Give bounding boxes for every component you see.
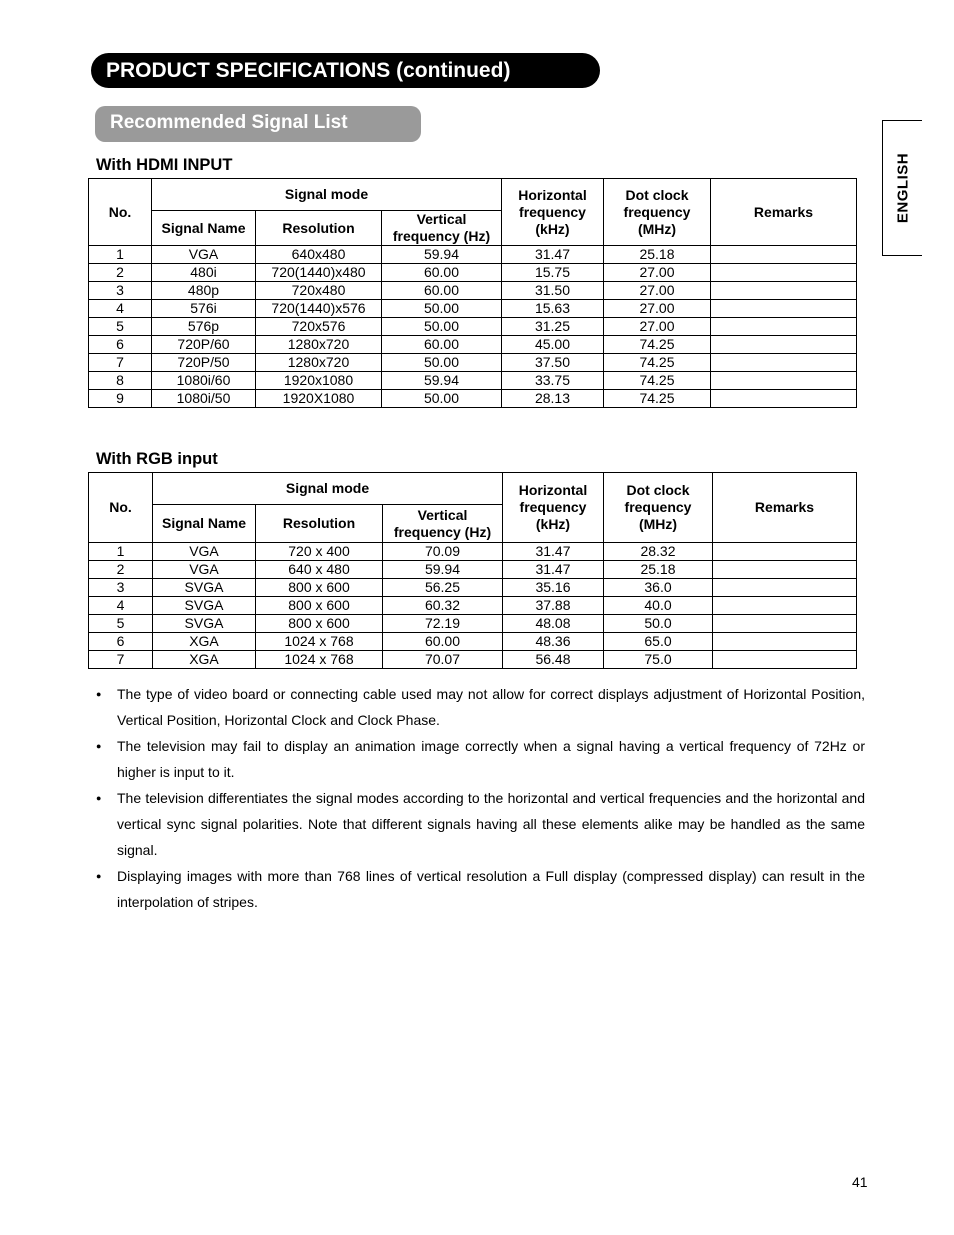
table-cell: VGA [153,561,256,579]
table-cell: 50.00 [382,390,502,408]
table-cell: 25.18 [604,561,713,579]
table-cell: 1280x720 [256,354,382,372]
table-cell: 48.36 [503,633,604,651]
table-row [89,615,857,633]
rgb-signal-table [88,472,857,669]
table-row [89,264,857,282]
table-cell: 1080i/50 [152,390,256,408]
table-cell: 70.09 [383,543,503,561]
table-cell: 65.0 [604,633,713,651]
table-cell: 25.18 [604,246,711,264]
table-cell: 37.88 [503,597,604,615]
table-cell: 15.75 [502,264,604,282]
table-row [89,543,857,561]
table-cell: SVGA [153,615,256,633]
table-cell [713,597,857,615]
table-cell [713,633,857,651]
table-cell: 8 [89,372,152,390]
table-cell: 5 [89,615,153,633]
table-cell: 640 x 480 [256,561,383,579]
table-cell: 27.00 [604,300,711,318]
table-row [89,300,857,318]
table-cell: VGA [153,543,256,561]
table-cell [711,318,857,336]
table-cell: 74.25 [604,372,711,390]
table-cell: 576i [152,300,256,318]
col-horizontal-frequency: Horizontal frequency (kHz) [503,473,604,543]
table-cell: 7 [89,651,153,669]
table-cell: 720P/60 [152,336,256,354]
table-row [89,372,857,390]
table-cell: 48.08 [503,615,604,633]
table-cell: 27.00 [604,282,711,300]
table-cell: 36.0 [604,579,713,597]
hdmi-heading: With HDMI INPUT [96,156,233,174]
table-cell [711,336,857,354]
table-cell: 74.25 [604,354,711,372]
table-cell: 28.32 [604,543,713,561]
table-cell [713,615,857,633]
table-cell: 28.13 [502,390,604,408]
table-cell: 31.47 [503,561,604,579]
col-vertical-frequency: Vertical frequency (Hz) [382,211,502,246]
col-resolution: Resolution [256,211,382,246]
table-cell: 40.0 [604,597,713,615]
table-cell [711,282,857,300]
table-row [89,390,857,408]
table-row [89,336,857,354]
table-cell: 70.07 [383,651,503,669]
table-cell: 37.50 [502,354,604,372]
table-cell: 576p [152,318,256,336]
table-cell [713,579,857,597]
table-row [89,651,857,669]
table-cell: SVGA [153,597,256,615]
col-dot-clock: Dot clock frequency (MHz) [604,473,713,543]
table-row [89,561,857,579]
table-cell: VGA [152,246,256,264]
table-cell: 15.63 [502,300,604,318]
col-remarks: Remarks [713,473,857,543]
table-cell: 31.50 [502,282,604,300]
table-cell: 720x480 [256,282,382,300]
table-cell: 1920x1080 [256,372,382,390]
rgb-heading: With RGB input [96,450,218,468]
table-cell: 74.25 [604,336,711,354]
table-cell: 720(1440)x576 [256,300,382,318]
table-cell: 31.47 [503,543,604,561]
table-cell: 75.0 [604,651,713,669]
table-cell: 1080i/60 [152,372,256,390]
table-cell: 2 [89,561,153,579]
table-cell: 800 x 600 [256,597,383,615]
language-tab [882,120,922,256]
col-dot-clock: Dot clock frequency (MHz) [604,179,711,246]
section-subtitle: Recommended Signal List [95,106,421,142]
col-remarks: Remarks [711,179,857,246]
col-signal-name: Signal Name [153,505,256,543]
hdmi-rows [89,246,857,408]
table-cell: 6 [89,633,153,651]
table-cell: 800 x 600 [256,579,383,597]
table-cell: 60.00 [382,264,502,282]
table-cell: 72.19 [383,615,503,633]
table-cell: 59.94 [383,561,503,579]
table-cell: 33.75 [502,372,604,390]
table-cell: 9 [89,390,152,408]
col-horizontal-frequency: Horizontal frequency (kHz) [502,179,604,246]
table-cell: 74.25 [604,390,711,408]
table-cell: 60.00 [382,282,502,300]
table-cell: 720x576 [256,318,382,336]
rgb-rows [89,543,857,669]
col-signal-name: Signal Name [152,211,256,246]
col-signal-mode: Signal mode [152,179,502,211]
table-cell: 56.48 [503,651,604,669]
table-cell: 50.00 [382,300,502,318]
table-cell: 4 [89,597,153,615]
col-vertical-frequency: Vertical frequency (Hz) [383,505,503,543]
table-row [89,318,857,336]
table-cell [711,372,857,390]
table-row [89,354,857,372]
table-cell: 3 [89,579,153,597]
note-item: ● Displaying images with more than 768 lines of vertical resolution a Full display (compressed display) can result in the interpolation of stripes. [96,863,865,915]
table-cell: 59.94 [382,246,502,264]
table-cell [711,354,857,372]
table-row [89,282,857,300]
table-cell: 1024 x 768 [256,633,383,651]
table-cell: 59.94 [382,372,502,390]
page-title: PRODUCT SPECIFICATIONS (continued) [91,53,600,88]
table-row [89,579,857,597]
page-number: 41 [852,1174,868,1190]
hdmi-signal-table [88,178,857,408]
col-resolution: Resolution [256,505,383,543]
table-cell: XGA [153,633,256,651]
table-cell: 640x480 [256,246,382,264]
table-cell: 1 [89,246,152,264]
table-cell: 4 [89,300,152,318]
table-cell: 480i [152,264,256,282]
table-cell: 6 [89,336,152,354]
language-tab-label: ENGLISH [894,152,911,224]
table-cell: SVGA [153,579,256,597]
table-cell: 35.16 [503,579,604,597]
table-cell [713,561,857,579]
notes-list [96,681,865,915]
table-cell: 7 [89,354,152,372]
table-cell: 1024 x 768 [256,651,383,669]
col-signal-mode: Signal mode [153,473,503,505]
table-cell: 60.00 [383,633,503,651]
table-cell: 2 [89,264,152,282]
table-cell: 27.00 [604,318,711,336]
table-row [89,597,857,615]
table-row [89,246,857,264]
note-item: ● The type of video board or connecting cable used may not allow for correct displays adjustment of Horizontal Position, Vertical Position, Horizontal Clock and Clock Phase. [96,681,865,733]
col-no: No. [89,179,152,246]
table-cell: 31.25 [502,318,604,336]
table-cell: 27.00 [604,264,711,282]
table-cell: 3 [89,282,152,300]
table-cell: 60.32 [383,597,503,615]
table-cell: 31.47 [502,246,604,264]
table-cell: 5 [89,318,152,336]
table-cell [711,246,857,264]
table-cell: 50.00 [382,318,502,336]
table-cell: 800 x 600 [256,615,383,633]
table-cell [713,543,857,561]
note-item: ● The television differentiates the signal modes according to the horizontal and vertical frequencies and the horizontal and vertical sync signal polarities. Note that different signals having all these elements alike may be handled as the same signal. [96,785,865,863]
note-item: ● The television may fail to display an animation image correctly when a signal having a vertical frequency of 72Hz or higher is input to it. [96,733,865,785]
table-cell [711,300,857,318]
table-cell [713,651,857,669]
table-cell: 45.00 [502,336,604,354]
table-cell: 720(1440)x480 [256,264,382,282]
table-cell: 1920X1080 [256,390,382,408]
table-cell: 1280x720 [256,336,382,354]
table-cell: 720P/50 [152,354,256,372]
table-cell: 50.00 [382,354,502,372]
table-cell: 1 [89,543,153,561]
table-cell: 56.25 [383,579,503,597]
table-cell [711,264,857,282]
table-cell: 50.0 [604,615,713,633]
table-cell: 60.00 [382,336,502,354]
table-cell: 480p [152,282,256,300]
table-cell: 720 x 400 [256,543,383,561]
table-cell [711,390,857,408]
table-cell: XGA [153,651,256,669]
table-row [89,633,857,651]
col-no: No. [89,473,153,543]
